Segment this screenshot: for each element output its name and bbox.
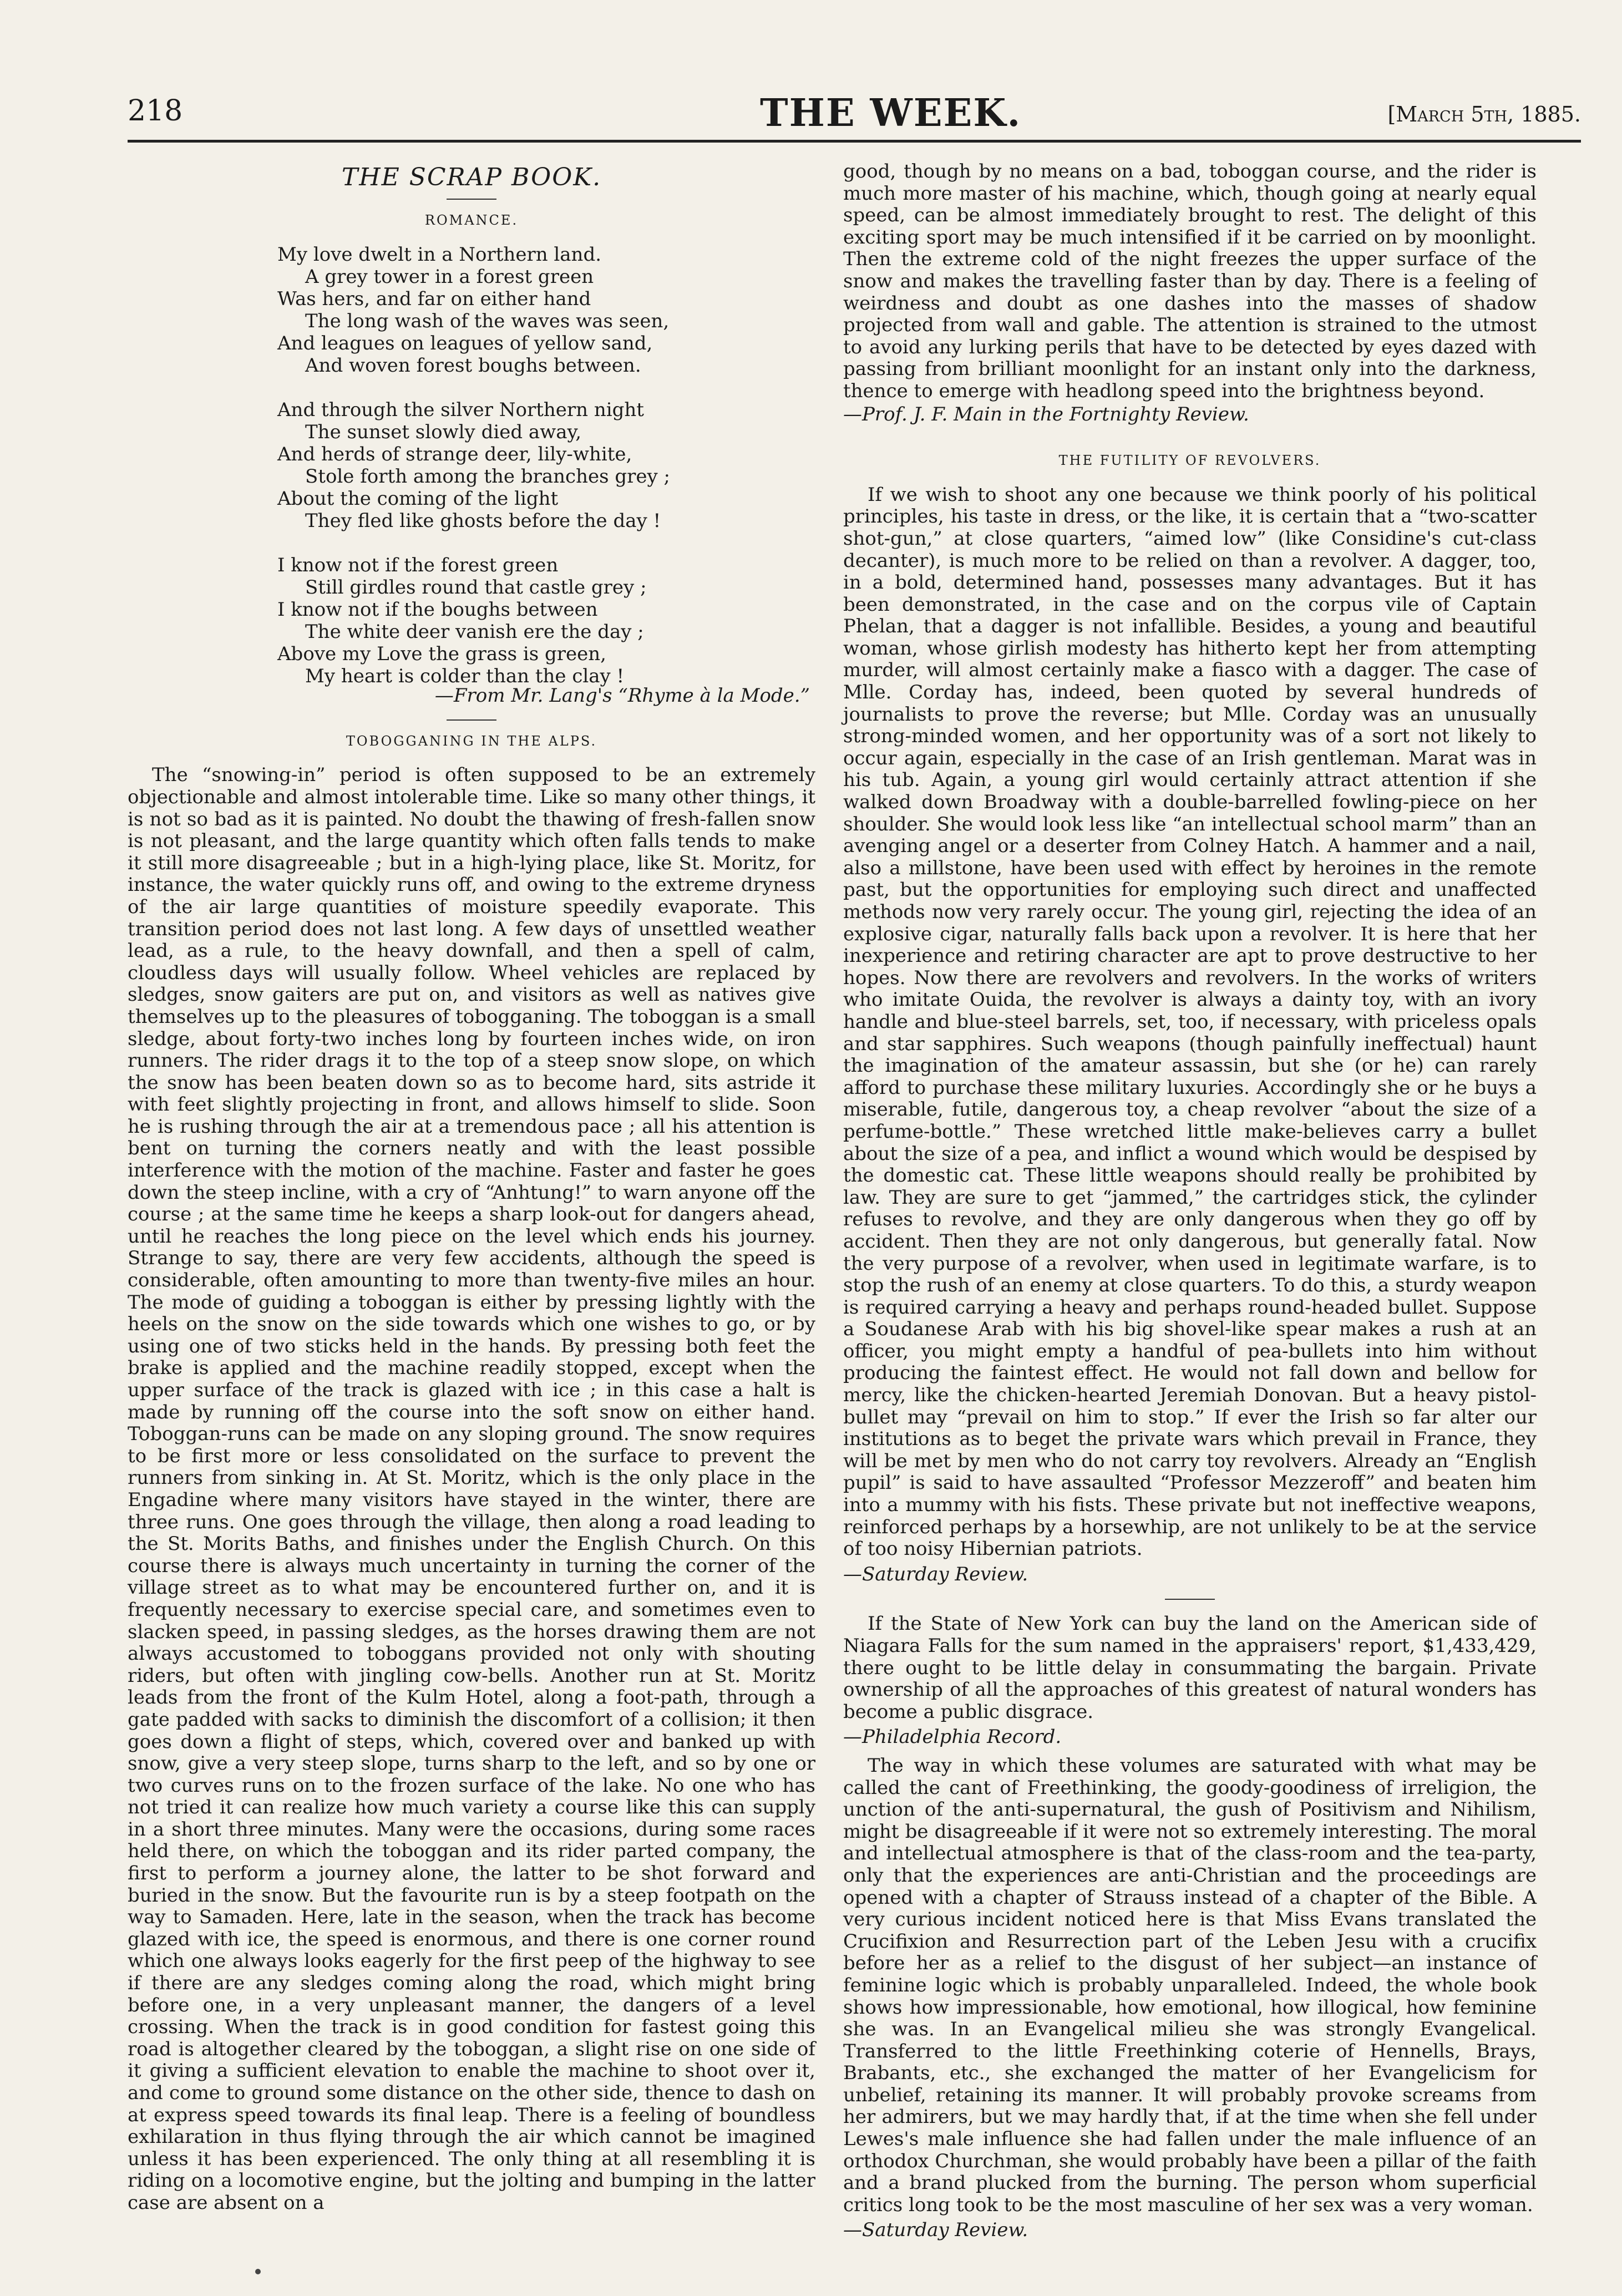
poem-stanza [277,554,815,687]
issue-date: [March 5th, 1885. [1387,102,1581,126]
article-body: If we wish to shoot any one because we think poorly of his political principles, his taste in dress, or the like, it is certain that a “two-scatter shot-gun,” at close quarters, “aimed low” (like Considine's cut-class decanter), is much more to be relied on than a revolver. A dagger, too, in a bold, determined hand, possesses many advantages. But it has been demonstrated, in the case and on the corpus vile of Captain Phelan, that a dagger is not infallible. Besides, a young and beautiful woman, whose girlish modesty has hitherto kept her from attempting murder, will almost certainly make a fiasco with a dagger. The case of Mlle. Corday has, indeed, been quoted by several hundreds of journalists to prove the reverse; but Mlle. Corday was an unusually strong-minded women, and her opportunity was of a sort not likely to occur again, especially in the case of an Irish gentleman. Marat was in his tub. Again, a young girl would certainly attract attention if she walked down Broadway with a double-barrelled fowling-piece on her shoulder. She would look less like “an intellectual school marm” than an avenging angel or a deserter from Colney Hatch. A hammer and a nail, also a millstone, have been used with effect by heroines in the remote past, but the opportunities for employing such direct and unaffected methods now very rarely occur. The young girl, rejecting the idea of an explosive cigar, naturally falls back upon a revolver. It is here that her inexperience and retiring character are apt to prove destructive to her hopes. Now there are revolvers and revolvers. In the works of writers who imitate Ouida, the revolver is always a dainty toy, with an ivory handle and blue-steel barrels, set, too, if necessary, with priceless opals and star sapphires. Such weapons (though painfully ineffectual) haunt the imagination of the amateur assassin, but she (or he) can rarely afford to purchase these military luxuries. Accordingly she or he buys a miserable, futile, dangerous toy, a cheap revolver “about the size of a perfume-bottle.” These wretched little make-believes carry a bullet about the size of a pea, and inflict a wound which would be despised by the domestic cat. These little weapons should really be prohibited by law. They are sure to get “jammed,” the cartridges stick, the cylinder refuses to revolve, and they are only dangerous when they go off by accident. Then they are not only dangerous, but generally fatal. Now the very purpose of a revolver, when used in legitimate warfare, is to stop the rush of an enemy at close quarters. To do this, a sturdy weapon is required carrying a heavy and perhaps round-headed bullet. Suppose a Soudanese Arab with his big shovel-like spear makes a rush at an officer, you might empty a handful of pea-bullets into him without producing the faintest effect. He would not fall down and bellow for mercy, like the chicken-hearted Jeremiah Donovan. But a heavy pistol-bullet may “prevail on him to stop.” If ever the Irish so far alter our institutions as to beget the private wars which prevail in France, they will be met by men who do not carry toy revolvers. Already an “English pupil” is said to have assaulted “Professor Mezzeroff” and beaten him into a mummy with his fists. These private but not ineffective weapons, reinforced perhaps by a horsewhip, are not unlikely to be at the service of too noisy Hibernian patriots. [843,483,1537,1560]
page-header [128,91,1581,144]
poem-line: The long wash of the waves was seen, [305,310,670,333]
continuation-body: good, though by no means on a bad, toboggan course, and the rider is much more master of his machine, which, though going at nearly equal speed, can be almost immediately brought to rest. The delight of this exciting sport may be much intensified if it be carried on by moonlight. Then the extreme cold of the night freezes the upper surface of the snow and makes the travelling faster than by day. There is a feeling of weirdness and doubt as one dashes into the masses of shadow projected from wall and gable. The attention is strained to the utmost to avoid any lurking perils that have to be detected by eyes dazed with passing from brilliant moonlight for an instant only into the darkness, thence to emerge with headlong speed into the brightness beyond. [843,160,1537,402]
poem-line: The sunset slowly died away, [305,421,582,444]
poem-line: They fled like ghosts before the day ! [305,510,661,533]
poem-line: Above my Love the grass is green, [277,643,606,666]
poem-line: A grey tower in a forest green [305,266,594,288]
poem-line: Still girdles round that castle grey ; [305,576,647,599]
poem-line: I know not if the boughs between [277,599,598,621]
poem-line: My heart is colder than the clay ! [305,665,625,688]
poem-line: And through the silver Northern night [277,399,644,422]
poem-line: My love dwelt in a Northern land. [277,244,602,266]
poem-line: Was hers, and far on either hand [277,288,591,311]
poem-line: And herds of strange deer, lily-white, [277,443,632,466]
article-heading: TOBOGGANING IN THE ALPS. [346,733,597,749]
article-source: —Saturday Review. [843,2219,1028,2242]
divider [1165,1599,1215,1600]
masthead-title: THE WEEK. [760,91,1022,135]
article-body: If the State of New York can buy the land on the American side of Niagara Falls for the sum named in the appraisers' report, $1,433,429, there ought to be little delay in consummating the bargain. Private ownership of all the approaches of this greatest of natural wonders has become a public disgrace. [843,1613,1537,1723]
poem-line: The white deer vanish ere the day ; [305,621,644,643]
poem-line: I know not if the forest green [277,554,559,577]
article-heading: THE FUTILITY OF REVOLVERS. [1058,453,1321,469]
poem-line: And woven forest boughs between. [305,354,641,377]
section-title: THE SCRAP BOOK. [341,163,602,191]
article-source: —Saturday Review. [843,1563,1028,1585]
header-rule [128,140,1581,143]
print-speck [255,2269,261,2274]
article-body: The way in which these volumes are saturated with what may be called the cant of Freethinking, the goody-goodiness of irreligion, the unction of the anti-supernatural, the gush of Positivism and Nihilism, might be disagreeable if it were not so extremely interesting. The moral and intellectual atmosphere is that of the class-room and the tea-party, only that the experiences are anti-Christian and the proceedings are opened with a chapter of Strauss instead of a chapter of the Bible. A very curious incident noticed here is that Miss Evans translated the Crucifixion and Resurrection part of the Leben Jesu with a crucifix before her as a relief to the disgust of her subject—an instance of feminine logic which is probably unparalleled. Indeed, the whole book shows how impressionable, how emotional, how illogical, how feminine she was. In an Evangelical milieu she was strongly Evangelical. Transferred to the little Freethinking coterie of Hennells, Brays, Brabants, etc., she exchanged the matter of her Evangelicism for unbelief, retaining its manner. It will probably provoke screams from her admirers, but we may hardly that, if at the time when she fell under Lewes's male influence she had fallen under the male influence of an orthodox Churchman, she would probably have been a pillar of the faith and a brand plucked from the burning. The person whom superficial critics long took to be the most masculine of her sex was a very woman. [843,1754,1537,2216]
poem-heading: ROMANCE. [424,212,519,228]
poem-line: Stole forth among the branches grey ; [305,465,670,488]
poem [277,244,815,687]
poem-stanza [277,244,815,377]
article-body: The “snowing-in” period is often supposed to be an extremely objectionable and almost intolerable time. Like so many other things, it is not so bad as it is painted. No doubt the thawing of fresh-fallen snow is not pleasant, and the large quantity which often falls tends to make it still more disagreeable ; but in a high-lying place, like St. Moritz, for instance, the water quickly runs off, and owing to the extreme dryness of the air large quantities of moisture speedily evaporate. This transition period does not last long. A few days of unsettled weather lead, as a rule, to the heavy downfall, and then a spell of calm, cloudless days will usually follow. Wheel vehicles are replaced by sledges, snow gaiters are put on, and visitors as well as natives give themselves up to the pleasures of tobogganing. The toboggan is a small sledge, about forty-two inches long by fourteen inches wide, on iron runners. The rider drags it to the top of a steep snow slope, on which the snow has been beaten down so as to become hard, sits astride it with feet slightly projecting in front, and allows himself to slide. Soon he is rushing through the air at a tremendous pace ; all his attention is bent on turning the corners neatly and with the least possible interference with the motion of the machine. Faster and faster he goes down the steep incline, with a cry of “Anhtung!” to warn anyone off the course ; at the same time he keeps a sharp look-out for dangers ahead, until he reaches the long piece on the level which ends his journey. Strange to say, there are very few accidents, although the speed is considerable, often amounting to more than twenty-five miles an hour. The mode of guiding a toboggan is either by pressing lightly with the heels on the snow on the side towards which one wishes to go, or by using one of two sticks held in the hands. By pressing both feet the brake is applied and the machine readily stopped, except when the upper surface of the track is glazed with ice ; in this case a halt is made by running off the course into the soft snow on either hand. Toboggan-runs can be made on any sloping ground. The snow requires to be first more or less consolidated on the surface to prevent the runners from sinking in. At St. Moritz, which is the only place in the Engadine where many visitors have stayed in the winter, there are three runs. One goes through the village, then along a road leading to the St. Morits Baths, and finishes under the English Church. On this course there is always much uncertainty in turning the corner of the village street as to what may be encountered further on, and it is frequently necessary to exercise special care, and sometimes even to slacken speed, in passing sledges, as the horses drawing them are not always accustomed to toboggans provided not only with shouting riders, but often with jingling cow-bells. Another run at St. Moritz leads from the front of the Kulm Hotel, along a foot-path, through a gate padded with sacks to diminish the discomfort of a collision; it then goes down a flight of steps, which, covered over and banked up with snow, give a very steep slope, turns sharp to the left, and so by one or two curves runs on to the frozen surface of the lake. No one who has not tried it can realize how much variety a course like this can supply in a short three minutes. Many were the occasions, during some races held there, on which the toboggan and its rider parted company, the first to perform a journey alone, the latter to be shot forward and buried in the snow. But the favourite run is by a steep footpath on the way to Samaden. Here, late in the season, when the track has become glazed with ice, the speed is enormous, and there is one corner round which one always looks eagerly for the first peep of the highway to see if there are any sledges coming along the road, which might bring before one, in a very unpleasant manner, the dangers of a level crossing. When the track is in good condition for fastest going this road is altogether cleared by the toboggan, a slight rise on one side of it giving a sufficient elevation to enable the machine to shoot over it, and come to ground some distance on the other side, thence to dash on at express speed towards its final leap. There is a feeling of boundless exhilaration in thus flying through the air which cannot be imagined unless it has been experienced. The only thing at all resembling it is riding on a locomotive engine, but the jolting and bumping in the latter case are absent on a [128,764,815,2214]
poem-stanza [277,399,815,532]
right-column [843,161,1537,2242]
poem-line: About the coming of the light [277,488,559,510]
poem-line: And leagues on leagues of yellow sand, [277,332,653,355]
divider [447,199,496,200]
page-number: 218 [128,94,183,128]
poem-attribution: —From Mr. Lang's “Rhyme à la Mode.” [434,685,810,707]
left-column [128,161,815,2218]
article-source: —Philadelphia Record. [843,1726,1062,1748]
divider [447,719,496,721]
continuation-source: —Prof. J. F. Main in the Fortnighty Review. [843,403,1249,425]
